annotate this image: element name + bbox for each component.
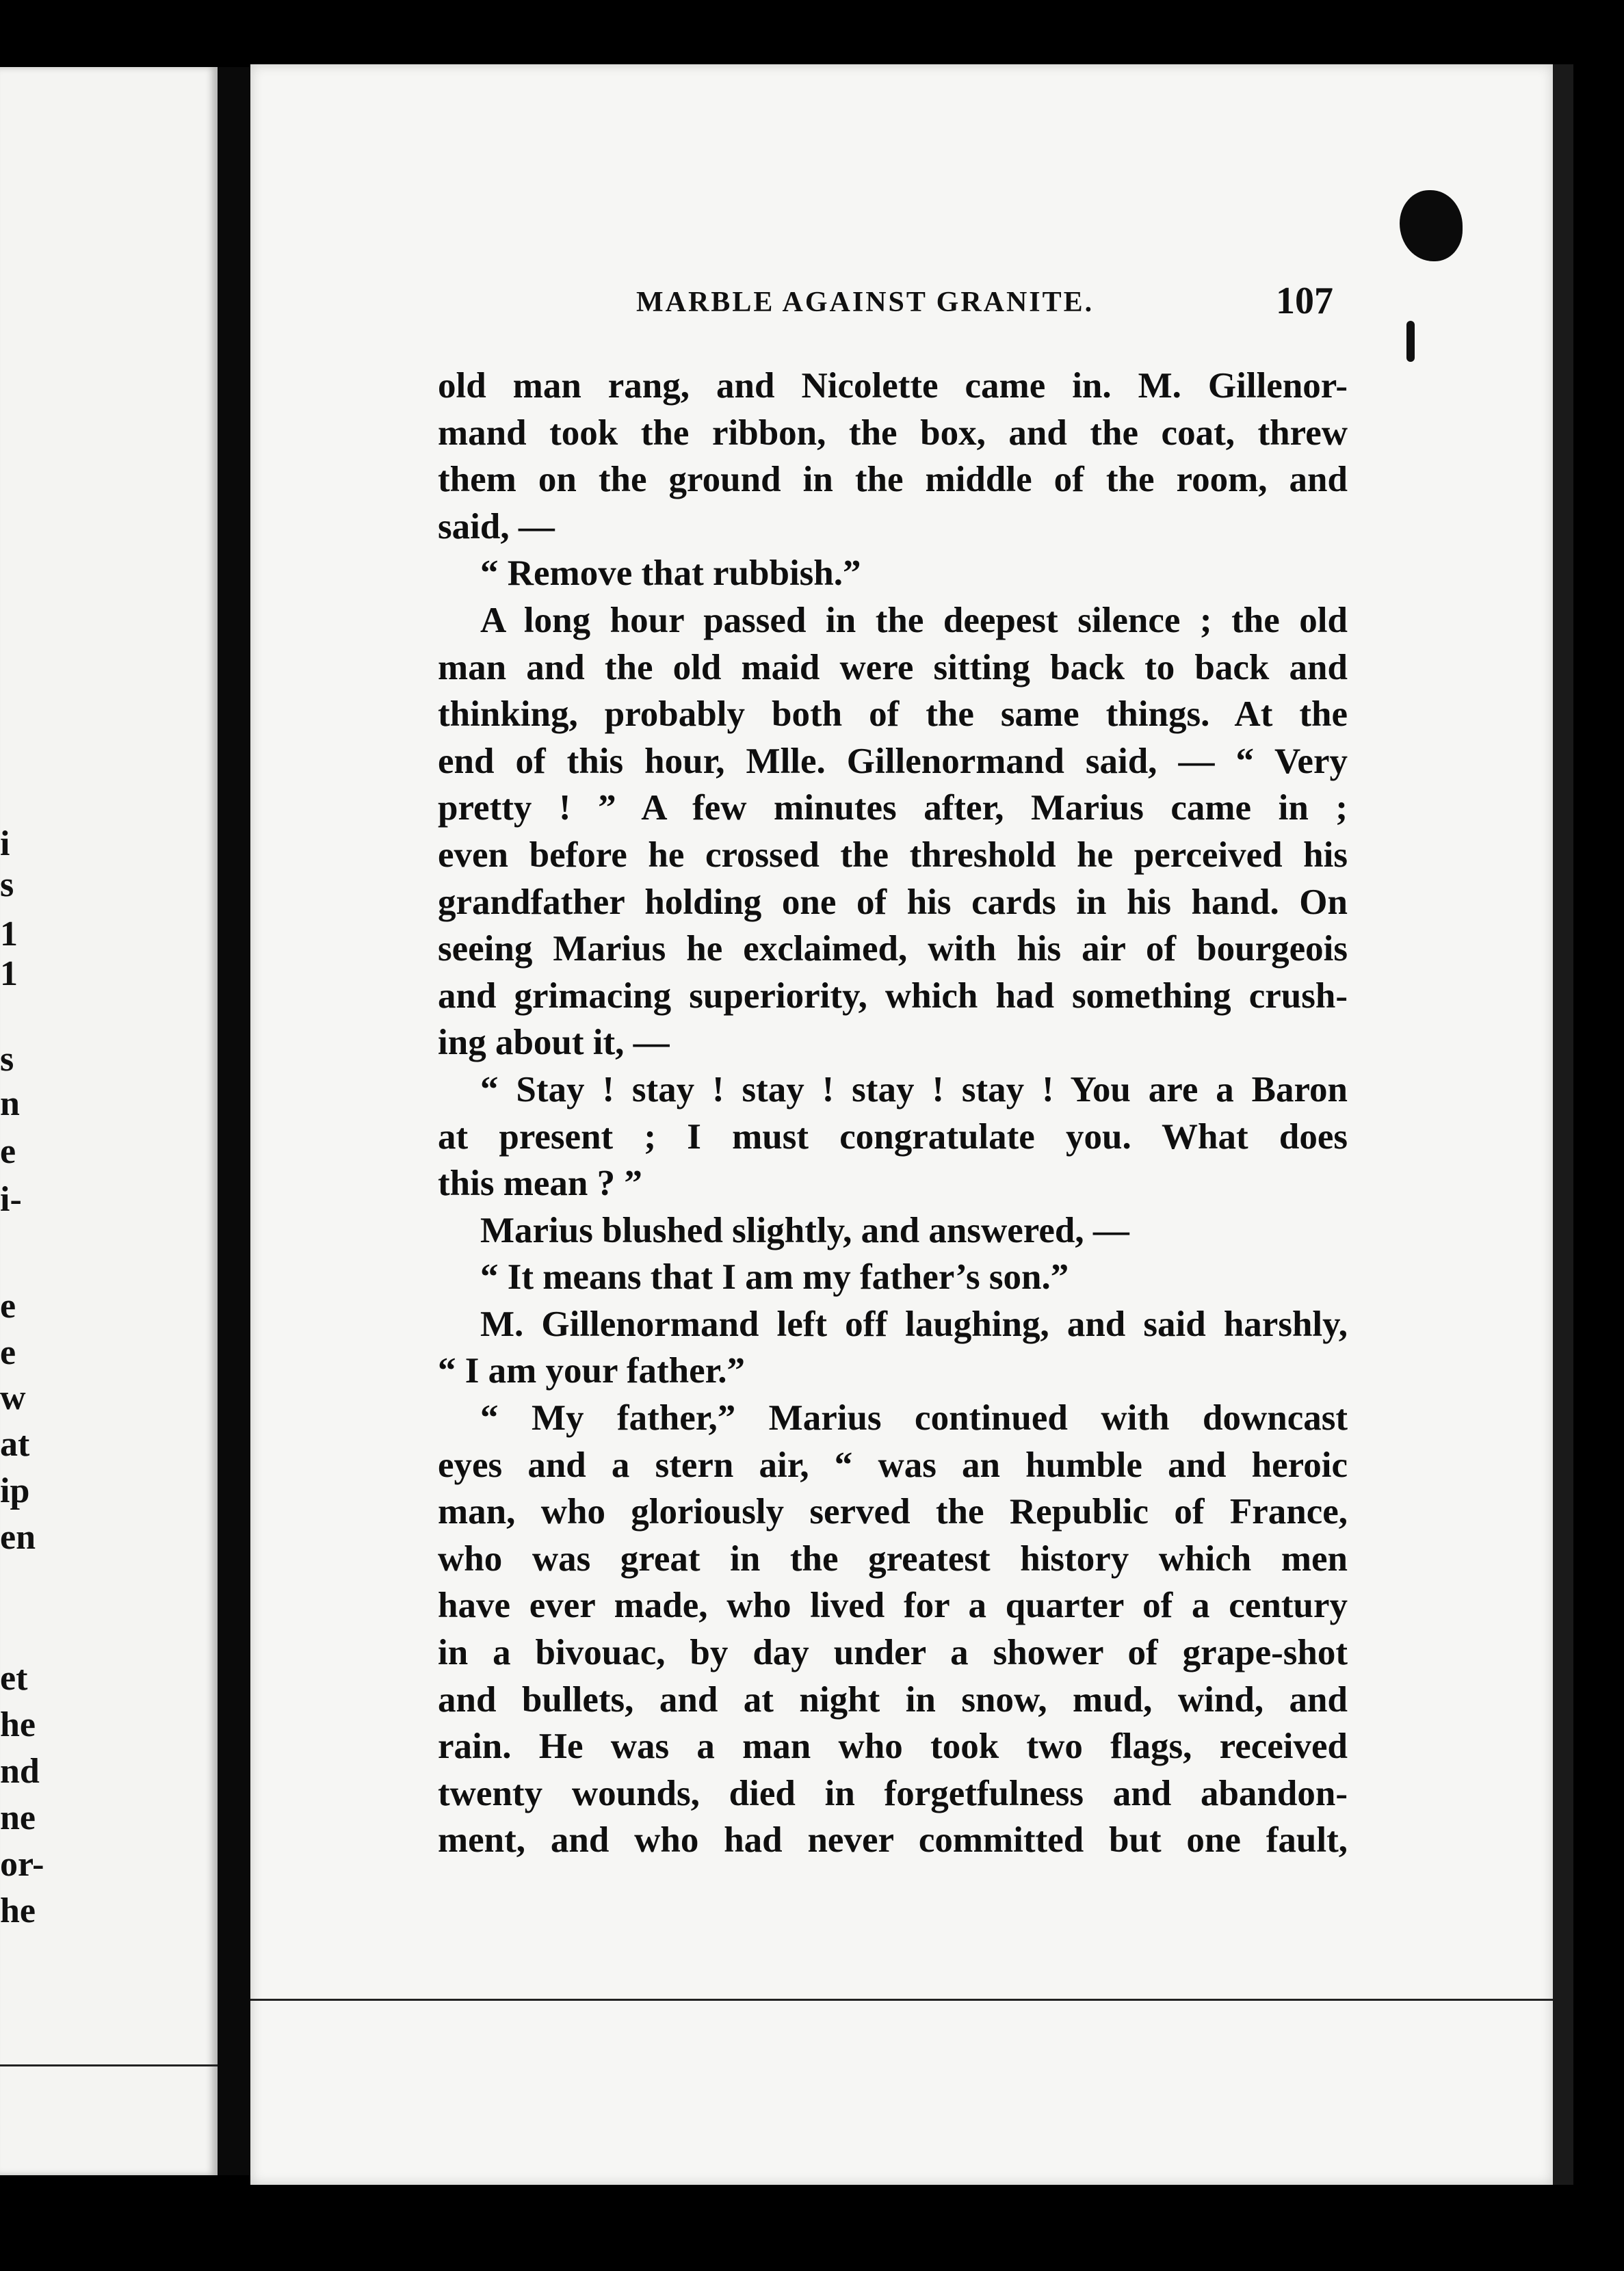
- left-page-fragment: ip: [0, 1471, 30, 1510]
- text-line: “ Stay ! stay ! stay ! stay ! stay ! You are a Baron: [480, 1069, 1348, 1110]
- page-number: 107: [1276, 280, 1333, 322]
- text-line: M. Gillenormand left off laughing, and said harshly,: [480, 1304, 1348, 1344]
- text-line: at present ; I must congratulate you. What does: [438, 1116, 1348, 1157]
- text-line: ing about it, —: [438, 1023, 670, 1063]
- text-line: in a bivouac, by day under a shower of grape-shot: [438, 1633, 1348, 1673]
- text-line: who was great in the greatest history which men: [438, 1538, 1348, 1579]
- text-line: mand took the ribbon, the box, and the coat, threw: [438, 412, 1348, 453]
- text-line: even before he crossed the threshold he perceived his: [438, 835, 1348, 875]
- text-line: eyes and a stern air, “ was an humble and heroic: [438, 1445, 1348, 1485]
- text-line: Marius blushed slightly, and answered, —: [480, 1210, 1129, 1250]
- page-bottom-rule: [250, 1999, 1553, 2001]
- left-page-fragment: 1: [0, 954, 18, 993]
- left-page-fragment: e: [0, 1333, 16, 1372]
- left-page-fragment: s: [0, 1040, 14, 1079]
- text-line: thinking, probably both of the same things. At the: [438, 694, 1348, 735]
- left-page-fragment: w: [0, 1378, 26, 1417]
- text-line: man and the old maid were sitting back to back and: [438, 647, 1348, 687]
- left-page-fragment: ne: [0, 1798, 36, 1837]
- text-line: rain. He was a man who took two flags, received: [438, 1727, 1348, 1767]
- text-line: “ I am your father.”: [438, 1351, 746, 1391]
- left-page-fragment: 1: [0, 915, 18, 954]
- left-page-fragment: he: [0, 1891, 36, 1930]
- left-page-fragment: at: [0, 1425, 30, 1464]
- left-page-fragment: en: [0, 1518, 36, 1557]
- text-line: pretty ! ” A few minutes after, Marius came in ;: [438, 788, 1348, 828]
- text-line: and bullets, and at night in snow, mud, wind, and: [438, 1679, 1348, 1720]
- text-line: twenty wounds, died in forgetfulness and abandon-: [438, 1773, 1348, 1813]
- left-page-fragment: e: [0, 1287, 16, 1326]
- running-title: MARBLE AGAINST GRANITE.: [636, 287, 1095, 318]
- left-page-fragment: or-: [0, 1845, 44, 1884]
- left-page-fragment: i-: [0, 1180, 22, 1219]
- text-line: “ Remove that rubbish.”: [480, 553, 861, 594]
- text-line: “ It means that I am my father’s son.”: [480, 1257, 1069, 1298]
- left-page-fragment: e: [0, 1132, 16, 1171]
- left-page-fragment: s: [0, 865, 14, 904]
- text-line: seeing Marius he exclaimed, with his air of bourgeois: [438, 929, 1348, 969]
- text-line: them on the ground in the middle of the room, and: [438, 460, 1348, 500]
- ink-blot: [1400, 190, 1463, 261]
- text-line: ment, and who had never committed but one fault,: [438, 1820, 1348, 1861]
- left-page-fragment: nd: [0, 1752, 40, 1791]
- text-line: said, —: [438, 506, 555, 547]
- ink-mark: [1406, 321, 1415, 362]
- text-line: A long hour passed in the deepest silence ; the old: [480, 600, 1348, 640]
- text-line: man, who gloriously served the Republic of France,: [438, 1492, 1348, 1532]
- left-page-fragment: i: [0, 824, 10, 863]
- left-page-fragment: n: [0, 1084, 20, 1123]
- text-line: “ My father,” Marius continued with downcast: [480, 1398, 1348, 1439]
- text-line: this mean ? ”: [438, 1164, 642, 1204]
- text-line: old man rang, and Nicolette came in. M. Gillenor-: [438, 366, 1348, 406]
- binding-gutter: [218, 67, 250, 2175]
- text-line: and grimacing superiority, which had something crush-: [438, 975, 1348, 1016]
- text-line: grandfather holding one of his cards in his hand. On: [438, 882, 1348, 922]
- left-page-rule: [0, 2064, 218, 2066]
- left-page-fragment: et: [0, 1659, 28, 1698]
- page-edge: [1553, 64, 1573, 2185]
- text-line: end of this hour, Mlle. Gillenormand said, — “ Very: [438, 741, 1348, 781]
- left-facing-page: [0, 67, 218, 2175]
- left-page-fragment: he: [0, 1705, 36, 1744]
- body-text: [438, 363, 1348, 1864]
- text-line: have ever made, who lived for a quarter of a century: [438, 1586, 1348, 1626]
